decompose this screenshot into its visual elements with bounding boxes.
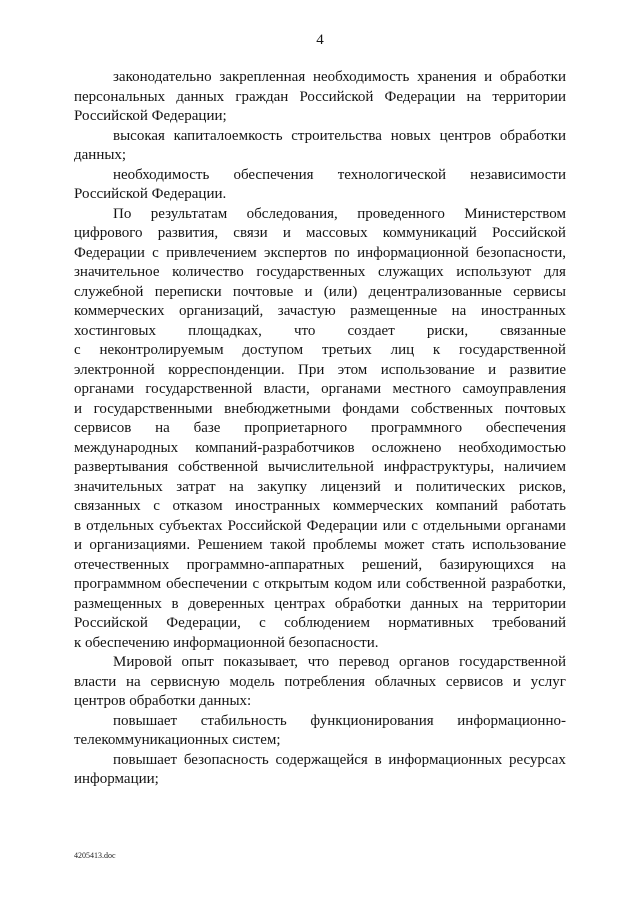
- text-line: высокая капиталоемкость строительства новых центров обработки: [113, 127, 566, 144]
- text-line: размещенных в доверенных центрах обработки данных на территории: [74, 595, 566, 612]
- document-body: [74, 68, 566, 790]
- text-line: связанных с отказом иностранных коммерческих компаний работать: [74, 498, 566, 514]
- text-line: центров обработки данных:: [74, 693, 252, 709]
- text-line: Федерации с привлечением экспертов по информационной безопасности,: [74, 244, 566, 261]
- text-line: Российской Федерации;: [74, 108, 227, 124]
- paragraph-world-experience: [74, 653, 566, 712]
- page-number: 4: [316, 32, 324, 48]
- text-line: власти на сервисную модель потребления облачных сервисов и услуг: [74, 673, 566, 690]
- text-line: служебной переписки почтовые и (или) децентрализованные сервисы: [74, 283, 566, 300]
- text-line: телекоммуникационных систем;: [74, 732, 281, 748]
- text-line: развертывания собственной вычислительной инфраструктуры, наличием: [74, 459, 566, 475]
- text-line: повышает безопасность содержащейся в информационных ресурсах: [113, 751, 566, 768]
- text-line: и государственными внебюджетными фондами собственных почтовых: [74, 400, 566, 417]
- text-line: сервисов на базе проприетарного программного обеспечения: [74, 420, 566, 436]
- text-line: Российской Федерации.: [74, 186, 227, 202]
- paragraph-capital-intensity: [74, 127, 566, 166]
- text-line: и организациями. Решением такой проблемы может стать использование: [74, 537, 566, 553]
- text-line: отечественных программно-аппаратных решений, базирующихся на: [74, 556, 566, 573]
- text-line: значительное количество государственных служащих используют для: [74, 264, 566, 280]
- text-line: в отдельных субъектах Российской Федерации или с отдельными органами: [74, 517, 566, 534]
- text-line: По результатам обследования, проведенного Министерством: [113, 205, 566, 222]
- paragraph-storage-requirement: [74, 68, 566, 127]
- text-line: электронной корреспонденции. При этом использование и развитие: [74, 361, 566, 378]
- text-line: хостинговых площадках, что создает риски, связанные: [74, 322, 566, 339]
- text-line: повышает стабильность функционирования информационно-: [113, 712, 566, 729]
- file-name-footer: 4205413.doc: [74, 851, 116, 860]
- text-line: персональных данных граждан Российской Федерации на территории: [74, 88, 566, 105]
- text-line: цифрового развития, связи и массовых коммуникаций Российской: [74, 225, 566, 241]
- text-line: коммерческих организаций, зачастую размещенные на иностранных: [74, 303, 566, 319]
- text-line: к обеспечению информационной безопасности.: [74, 634, 379, 651]
- text-line: законодательно закрепленная необходимость хранения и обработки: [113, 69, 566, 85]
- text-line: значительных затрат на закупку лицензий и политических рисков,: [74, 478, 566, 495]
- text-line: Мировой опыт показывает, что перевод органов государственной: [113, 654, 566, 670]
- paragraph-tech-independence: [74, 166, 566, 205]
- text-line: органами государственной власти, органами местного самоуправления: [74, 381, 566, 397]
- text-line: международных компаний-разработчиков осложнено необходимостью: [74, 439, 566, 456]
- paragraph-security: [74, 751, 566, 790]
- text-line: с неконтролируемым доступом третьих лиц к государственной: [74, 342, 566, 358]
- text-line: данных;: [74, 147, 127, 163]
- text-line: информации;: [74, 771, 159, 787]
- paragraph-survey-results: [74, 205, 566, 654]
- paragraph-stability: [74, 712, 566, 751]
- text-line: программном обеспечении с открытым кодом или собственной разработки,: [74, 576, 566, 592]
- text-line: Российской Федерации, с соблюдением нормативных требований: [74, 615, 566, 631]
- text-line: необходимость обеспечения технологической независимости: [113, 166, 566, 183]
